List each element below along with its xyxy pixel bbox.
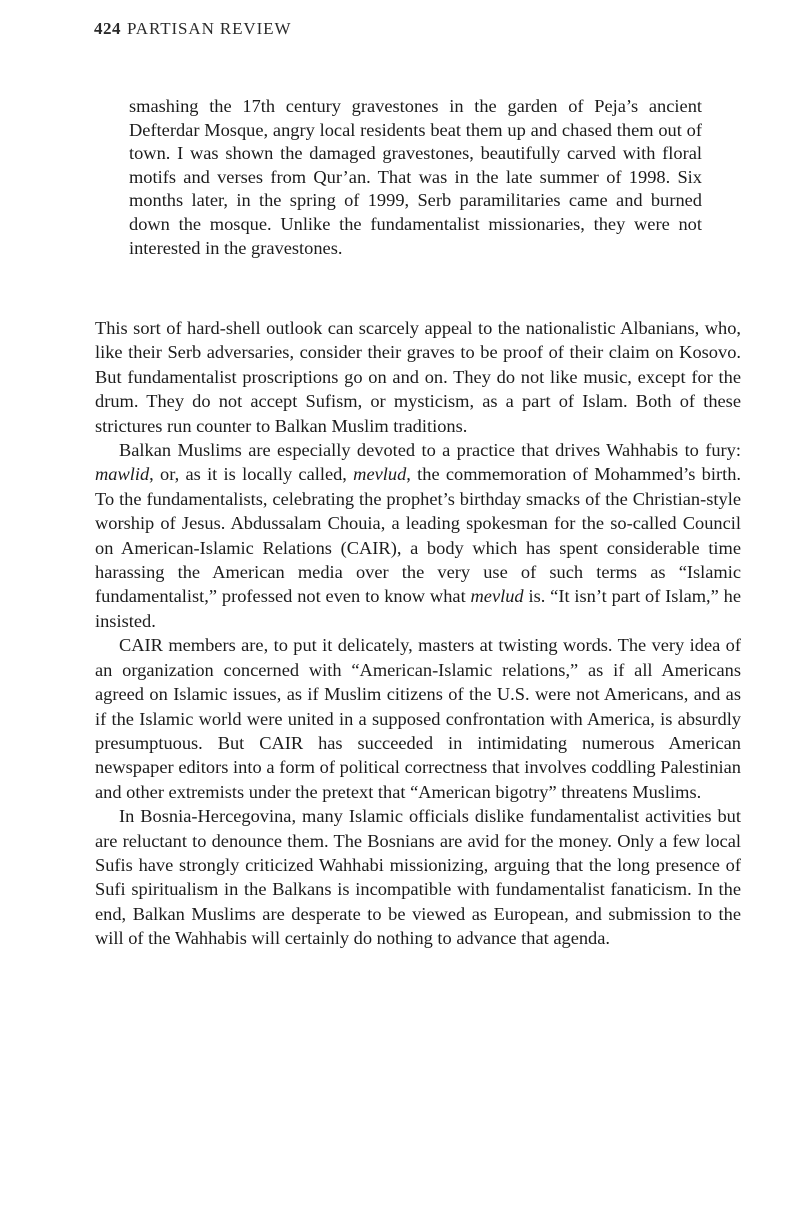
italic-term-mevlud: mevlud xyxy=(353,464,407,485)
page-number: 424 xyxy=(94,19,121,38)
body-text xyxy=(95,316,741,951)
paragraph-2-text-a: Balkan Muslims are especially devoted to a practice that drives Wahhabis to fury: xyxy=(119,440,741,461)
italic-term-mawlid: mawlid xyxy=(95,464,150,485)
paragraph-4: In Bosnia-Hercegovina, many Islamic officials dislike fundamentalist activities but are reluctant to denounce them. The Bosnians are avid for the money. Only a few local Sufis have strongly criticized Wahhabi missionizing, arguing that the long presence of Sufi spiritualism in the Balkans is incompatible with fundamentalist fanaticism. In the end, Balkan Muslims are desperate to be viewed as European, and submission to the will of the Wahhabis will certainly do nothing to advance that agenda. xyxy=(95,806,741,949)
paragraph-1: This sort of hard-shell outlook can scarcely appeal to the nationalistic Albanians, who, like their Serb adversaries, consider their graves to be proof of their claim on Kosovo. But fundamentalist proscriptions go on and on. They do not like music, except for the drum. They do not accept Sufism, or mysticism, as a part of Islam. Both of these strictures run counter to Balkan Muslim traditions. xyxy=(95,318,741,436)
italic-term-mevlud-second: mevlud xyxy=(470,586,524,607)
paragraph-2-text-c: , the commemoration of Mohammed’s birth. To the fundamentalists, celebrating the prophet’s birthday smacks of the Christian-style worship of Jesus. Abdussalam Chouia, a leading spokesman for the so-called Council on American-Islamic Relations (CAIR), a body which has spent considerable time harassing the American media over the very use of such terms as “Islamic fundamentalist,” professed not even to know what xyxy=(95,464,741,607)
paragraph-2-text-b: , or, as it is locally called, xyxy=(149,464,354,485)
paragraph-2-text-d: is. “It isn’t part of Islam,” he insisted. xyxy=(95,586,741,631)
block-quote: smashing the 17th century gravestones in the garden of Peja’s ancient Defterdar Mosque, angry local residents beat them up and chased them out of town. I was shown the damaged gravestones, beautifully carved with floral motifs and verses from Qur’an. That was in the late summer of 1998. Six months later, in the spring of 1999, Serb paramilitaries came and burned down the mosque. Unlike the fundamentalist missionaries, they were not interested in the gravestones. xyxy=(129,96,702,258)
paragraph-2 xyxy=(95,438,741,633)
paragraph-3: CAIR members are, to put it delicately, masters at twisting words. The very idea of an organization concerned with “American-Islamic relations,” as if all Americans agreed on Islamic issues, as if Muslim citizens of the U.S. were not Americans, and as if the Islamic world were united in a supposed confrontation with America, is absurdly presumptuous. But CAIR has succeeded in intimidating numerous American newspaper editors into a form of political correctness that involves coddling Palestinian and other extremists under the pretext that “American bigotry” threatens Muslims. xyxy=(95,635,741,802)
journal-title: PARTISAN REVIEW xyxy=(127,19,292,38)
running-head xyxy=(94,19,291,39)
